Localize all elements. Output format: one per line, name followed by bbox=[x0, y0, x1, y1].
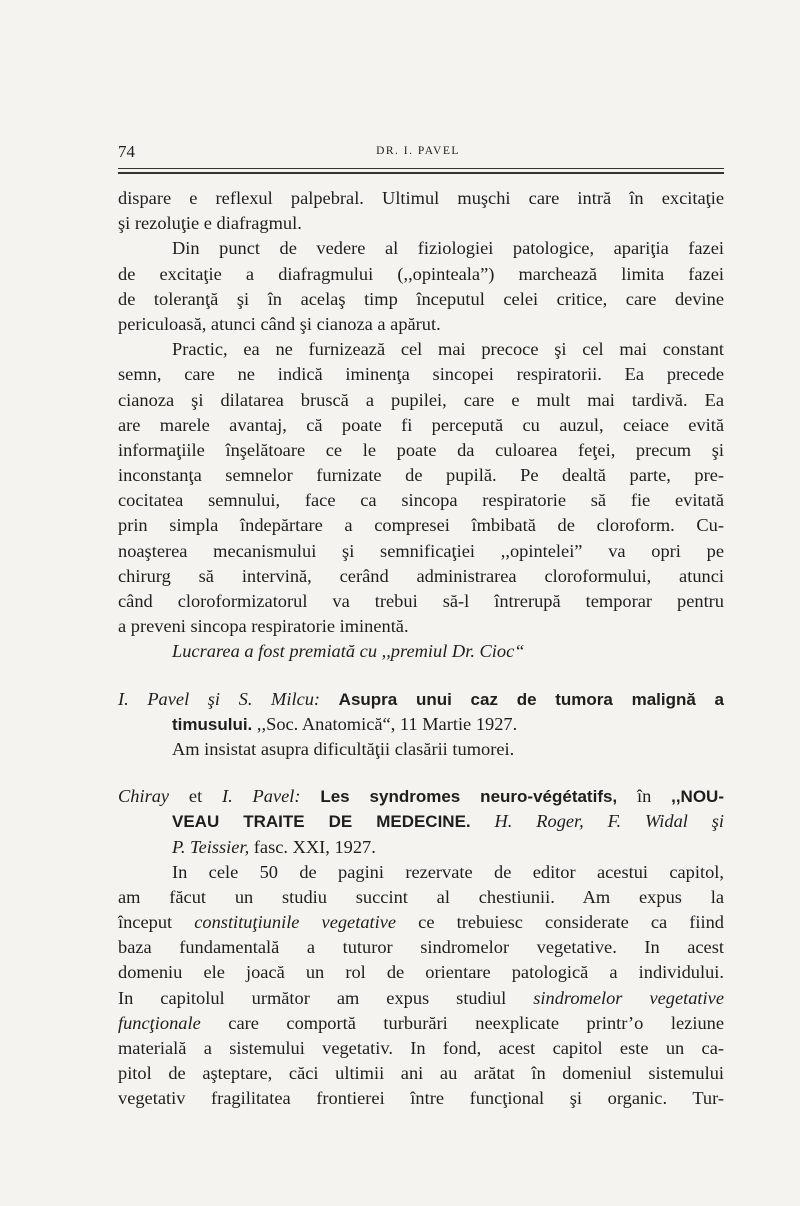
text-line: periculoasă, atunci când şi cianoza a apărut. bbox=[118, 313, 441, 334]
text-line: semn, care ne indică iminenţa sincopei respiratorii. Ea precede bbox=[118, 364, 724, 385]
text-line: Din punct de vedere al fiziologiei patologice, apariţia fazei bbox=[172, 238, 724, 259]
award-note: Lucrarea a fost premiată cu ,,premiul Dr. Cioc“ bbox=[172, 641, 525, 662]
reference-fascicle: fasc. XXI, 1927. bbox=[253, 836, 376, 857]
text-line: pitol de aşteptare, căci ultimii ani au arătat în domeniul sistemului bbox=[118, 1063, 724, 1084]
text-segment: care comportă turburări neexplicate printr’o leziune bbox=[228, 1012, 724, 1033]
text-line: a preveni sincopa respiratorie iminentă. bbox=[118, 616, 409, 637]
text-line: In cele 50 de pagini rezervate de editor acestui capitol, bbox=[172, 861, 724, 882]
text-line: materială a sistemului vegetativ. In fond, acest capitol este un ca- bbox=[118, 1038, 724, 1058]
running-head: DR. I. PAVEL bbox=[376, 145, 460, 157]
reference-editors: P. Teissier, bbox=[172, 836, 250, 857]
reference-title: Asupra unui caz de tumora malignă a bbox=[338, 689, 725, 709]
text-line: inconstanţa semnelor furnizate de pupilă. Pe dealtă parte, pre- bbox=[118, 465, 724, 486]
text-segment: In capitolul următor am expus studiul bbox=[118, 987, 507, 1008]
text-line: Practic, ea ne furnizează cel mai precoce şi cel mai constant bbox=[172, 339, 724, 360]
text-line: cocitatea semnului, face ca sincopa respiratorie să fie evitată bbox=[118, 490, 724, 511]
paragraph-reflex bbox=[118, 186, 724, 236]
text-line: am făcut un studiu succint al chestiunii. Am expus la bbox=[118, 886, 724, 907]
page-number: 74 bbox=[118, 142, 135, 161]
paragraph-practice bbox=[118, 337, 724, 664]
reference-editors: H. Roger, F. Widal şi bbox=[494, 811, 724, 832]
text-line: chirurg să intervină, cerând administrarea cloroformului, atunci bbox=[118, 565, 724, 586]
text-line: informaţiile înşelătoare ce le poate da culoarea feţei, precum şi bbox=[118, 439, 724, 460]
reference-conj: et bbox=[188, 786, 203, 807]
text-emphasis: funcţionale bbox=[118, 1012, 201, 1033]
reference-title-cont: ,,NOU- bbox=[671, 787, 724, 807]
reference-title-cont: VEAU TRAITE DE MEDECINE. bbox=[172, 812, 471, 832]
reference-source: ,,Soc. Anatomică“, 11 Martie 1927. bbox=[256, 713, 518, 734]
reference-in: în bbox=[636, 786, 652, 807]
text-line: cianoza şi dilatarea bruscă a pupilei, care e mult mai tardivă. Ea bbox=[118, 389, 724, 410]
reference-author: I. Pavel: bbox=[222, 786, 301, 807]
text-line: noaşterea mecanismului şi semnificaţiei ,,opintelei” va opri pe bbox=[118, 540, 724, 561]
text-line: vegetativ fragilitatea frontierei între funcţional şi organic. Tur- bbox=[118, 1088, 724, 1109]
reference-authors: I. Pavel şi S. Milcu: bbox=[118, 688, 321, 709]
text-emphasis: constituţiunile vegetative bbox=[194, 912, 397, 933]
text-line: de excitaţie a diafragmului (,,opinteala”) marchează limita fazei bbox=[118, 263, 724, 284]
reference-title-cont: timusului. bbox=[172, 714, 253, 734]
reference-note: Am insistat asupra dificultăţii clasării tumorei. bbox=[172, 738, 515, 759]
reference-syndromes bbox=[118, 784, 724, 1111]
body-text bbox=[118, 186, 724, 1112]
text-line: când cloroformizatorul va trebui să-l întrerupă temporar pentru bbox=[118, 591, 724, 611]
text-line: are marele avantaj, că poate fi percepută cu auzul, ceiace evită bbox=[118, 414, 724, 435]
reference-title: Les syndromes neuro-végétatifs, bbox=[320, 787, 618, 807]
section-gap bbox=[118, 665, 724, 687]
text-line: domeniu ele joacă un rol de orientare patologică a individului. bbox=[118, 962, 724, 983]
text-emphasis: sindromelor vegetative bbox=[533, 987, 724, 1008]
reference-author: Chiray bbox=[118, 786, 170, 807]
text-line: prin simpla îndepărtare a compresei îmbibată de cloroform. Cu- bbox=[118, 515, 724, 536]
text-segment: ce trebuiesc considerate ca fiind bbox=[418, 912, 724, 933]
paragraph-physiology bbox=[118, 236, 724, 337]
text-line: baza fundamentală a tuturor sindromelor vegetative. In acest bbox=[118, 937, 724, 958]
text-line: şi rezoluţie e diafragmul. bbox=[118, 213, 302, 234]
text-segment: început bbox=[118, 912, 173, 933]
header-rule-thick bbox=[118, 172, 724, 174]
text-line: de toleranţă şi în acelaş timp începutul celei critice, care devine bbox=[118, 288, 724, 309]
page-header bbox=[118, 142, 718, 164]
section-gap bbox=[118, 762, 724, 784]
header-rule-thin bbox=[118, 168, 724, 169]
text-line: dispare e reflexul palpebral. Ultimul muşchi care intră în excitaţie bbox=[118, 188, 724, 208]
reference-timus bbox=[118, 687, 724, 763]
